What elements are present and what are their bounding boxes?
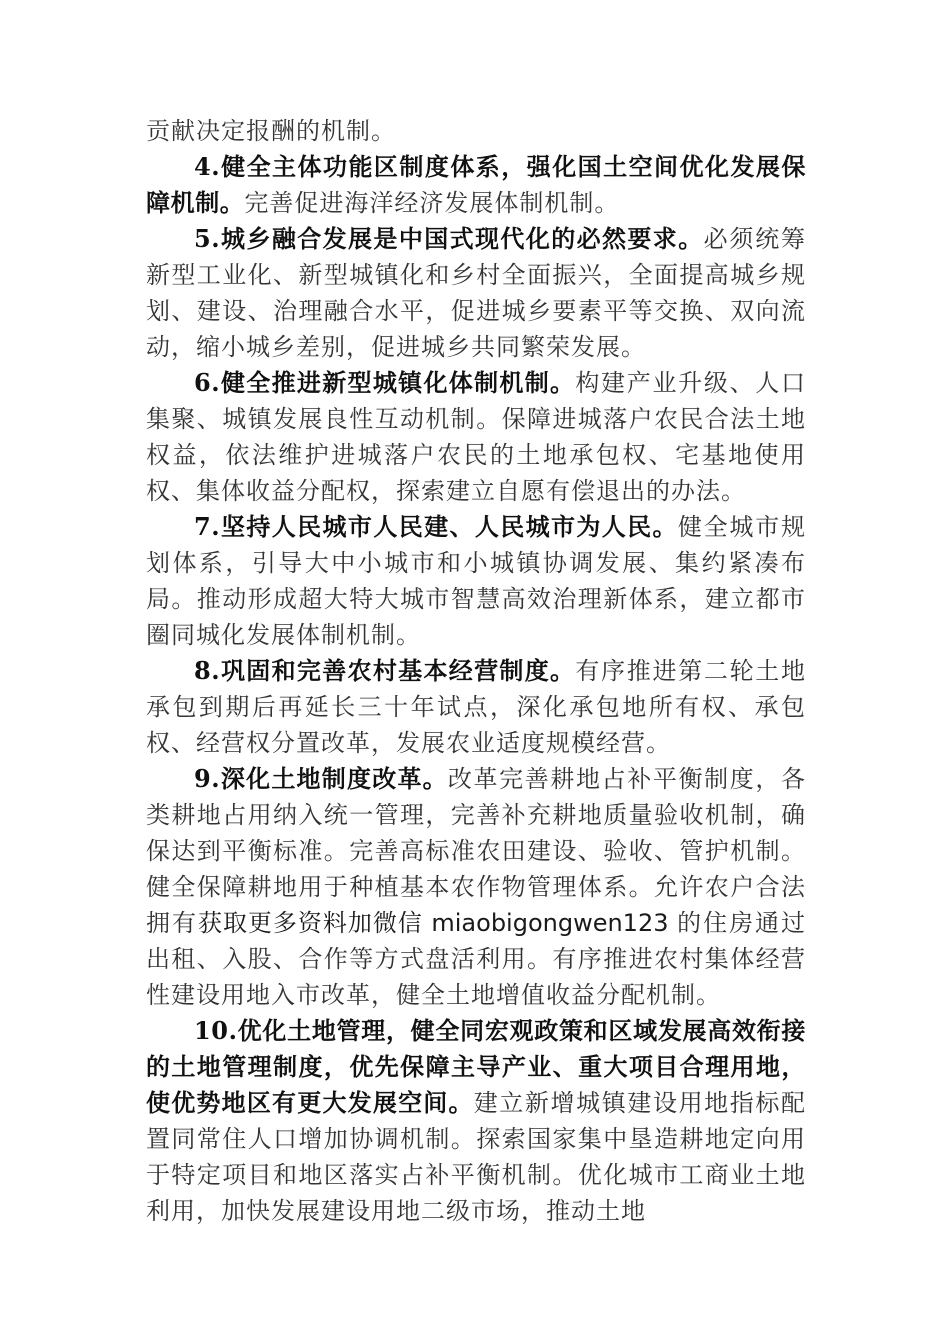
paragraph-item-6 xyxy=(146,365,806,509)
paragraph-continuation xyxy=(146,113,806,149)
paragraph-heading: 6.健全推进新型城镇化体制机制。 xyxy=(194,368,576,397)
paragraph-item-9 xyxy=(146,761,806,1013)
paragraph-body: 建立新增城镇建设用地指标配置同常住人口增加协调机制。探索国家集中垦造耕地定向用于特定项目和地区落实占补平衡机制。优化城市工商业土地利用，加快发展建设用地二级市场，推动土地 xyxy=(146,1089,806,1225)
paragraph-heading: 10.优化土地管理，健全同宏观政策和区域发展高效衔接的土地管理制度，优先保障主导产业、重大项目合理用地，使优势地区有更大发展空间。 xyxy=(146,1016,806,1117)
paragraph-body: 贡献决定报酬的机制。 xyxy=(146,117,396,145)
watermark-text: 获取更多资料加微信 miaobigongwen123 xyxy=(197,909,678,937)
paragraph-item-8 xyxy=(146,653,806,761)
document-page xyxy=(146,113,806,1229)
paragraph-heading: 4.健全主体功能区制度体系，强化国土空间优化发展保障机制。 xyxy=(146,152,806,217)
paragraph-body: 必须统筹新型工业化、新型城镇化和乡村全面振兴，全面提高城乡规划、建设、治理融合水平，促进城乡要素平等交换、双向流动，缩小城乡差别，促进城乡共同繁荣发展。 xyxy=(146,225,807,361)
paragraph-body: 有序推进第二轮土地承包到期后再延长三十年试点，深化承包地所有权、承包权、经营权分置改革，发展农业适度规模经营。 xyxy=(146,657,806,757)
paragraph-heading: 9.深化土地制度改革。 xyxy=(194,764,448,793)
paragraph-body: 构建产业升级、人口集聚、城镇发展良性互动机制。保障进城落户农民合法土地权益，依法维护进城落户农民的土地承包权、宅基地使用权、集体收益分配权，探索建立自愿有偿退出的办法。 xyxy=(146,369,806,505)
paragraph-body-continued: 的住房通过出租、入股、合作等方式盘活利用。有序推进农村集体经营性建设用地入市改革，健全土地增值收益分配机制。 xyxy=(146,909,807,1009)
paragraph-item-4 xyxy=(146,149,806,221)
paragraph-body: 改革完善耕地占补平衡制度，各类耕地占用纳入统一管理，完善补充耕地质量验收机制，确保达到平衡标准。完善高标准农田建设、验收、管护机制。健全保障耕地用于种植基本农作物管理体系。允许农户合法拥有 xyxy=(146,765,806,937)
paragraph-item-5 xyxy=(146,221,806,365)
paragraph-item-10 xyxy=(146,1013,806,1229)
paragraph-item-7 xyxy=(146,509,806,653)
paragraph-heading: 8.巩固和完善农村基本经营制度。 xyxy=(194,656,576,685)
paragraph-body: 完善促进海洋经济发展体制机制。 xyxy=(244,189,620,217)
paragraph-heading: 5.城乡融合发展是中国式现代化的必然要求。 xyxy=(194,224,704,253)
paragraph-heading: 7.坚持人民城市人民建、人民城市为人民。 xyxy=(194,512,678,541)
paragraph-body: 健全城市规划体系，引导大中小城市和小城镇协调发展、集约紧凑布局。推动形成超大特大城市智慧高效治理新体系，建立都市圈同城化发展体制机制。 xyxy=(146,513,806,649)
